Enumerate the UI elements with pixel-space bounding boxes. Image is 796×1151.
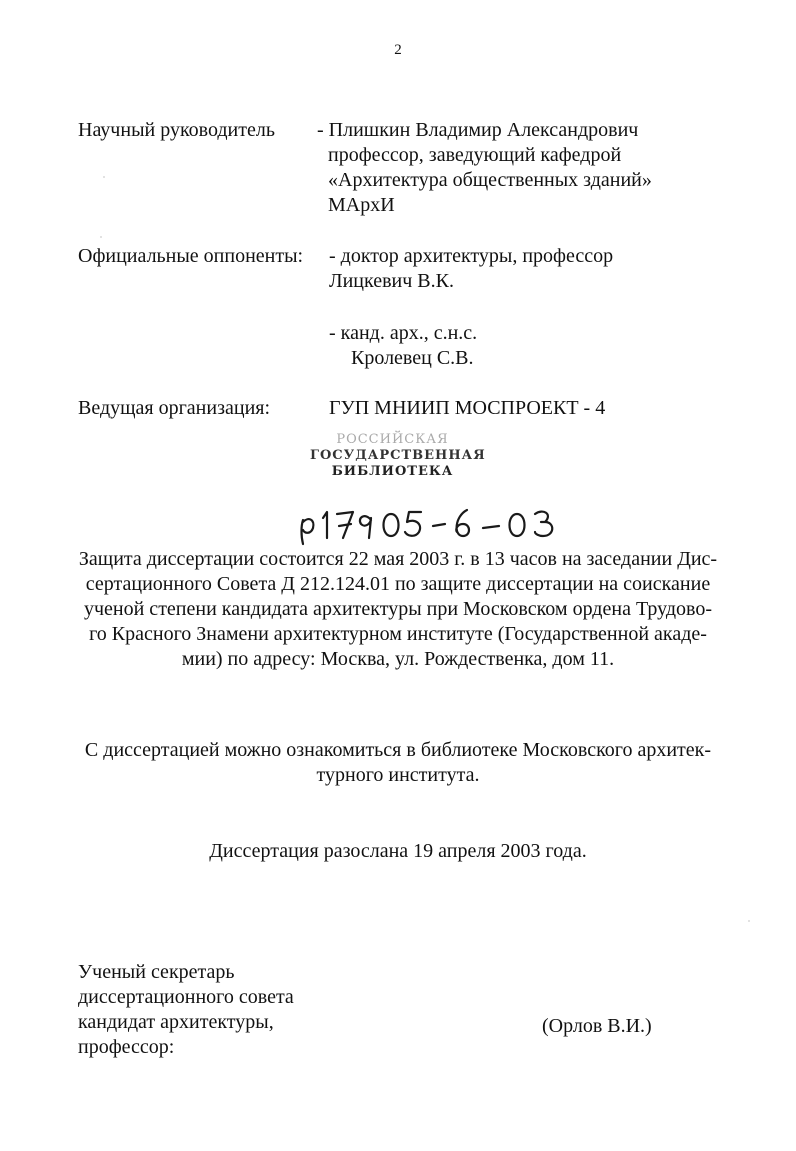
handwritten-code bbox=[295, 498, 565, 546]
defense-paragraph bbox=[78, 547, 718, 672]
supervisor-department: «Архитектура общественных зданий» bbox=[328, 169, 652, 191]
opponents-label: Официальные оппоненты: bbox=[78, 245, 304, 267]
supervisor-label: Научный руководитель bbox=[78, 119, 275, 141]
opponent-first bbox=[329, 244, 613, 294]
scan-speck bbox=[100, 236, 102, 238]
secretary-line-3: кандидат архитектуры, bbox=[78, 1011, 274, 1033]
opponent-second bbox=[329, 321, 477, 371]
secretary-signature: (Орлов В.И.) bbox=[542, 1015, 652, 1037]
stamp-line-3: БИБЛИОТЕКА bbox=[331, 464, 454, 479]
supervisor-dash: - bbox=[317, 119, 324, 141]
opponent-second-title: - канд. арх., с.н.с. bbox=[329, 322, 478, 344]
scan-speck bbox=[748, 920, 750, 922]
supervisor-block bbox=[317, 118, 652, 218]
supervisor-name: Плишкин Владимир Александрович bbox=[328, 119, 639, 141]
supervisor-name-line bbox=[317, 118, 652, 143]
secretary-line-4: профессор: bbox=[78, 1036, 175, 1058]
secretary-block bbox=[78, 960, 294, 1060]
defense-line-1: Защита диссертации состоится 22 мая 2003 г. в 13 часов на заседании Дис- bbox=[78, 548, 718, 570]
organization-value: ГУП МНИИП МОСПРОЕКТ - 4 bbox=[329, 397, 606, 419]
scan-speck bbox=[103, 176, 105, 178]
supervisor-title: профессор, заведующий кафедрой bbox=[328, 144, 622, 166]
library-line-1: С диссертацией можно ознакомиться в библиотеке Московского архитек- bbox=[84, 739, 712, 761]
opponent-second-name: Кролевец С.В. bbox=[351, 347, 474, 369]
organization-label: Ведущая организация: bbox=[78, 397, 271, 419]
defense-line-3: ученой степени кандидата архитектуры при Московском ордена Трудово- bbox=[83, 598, 713, 620]
opponent-first-title: - доктор архитектуры, профессор bbox=[329, 245, 614, 267]
defense-line-5: мии) по адресу: Москва, ул. Рождественка, дом 11. bbox=[181, 648, 615, 670]
library-paragraph bbox=[78, 738, 718, 788]
secretary-line-2: диссертационного совета bbox=[78, 986, 294, 1008]
page-number: 2 bbox=[394, 42, 402, 58]
supervisor-institute: МАрхИ bbox=[328, 194, 395, 216]
dissertation-sent-date: Диссертация разослана 19 апреля 2003 года. bbox=[209, 840, 587, 862]
stamp-line-1: РОССИЙСКАЯ bbox=[336, 432, 449, 447]
opponent-first-name: Лицкевич В.К. bbox=[329, 270, 454, 292]
handwritten-code-drawing bbox=[295, 498, 565, 546]
defense-line-2: сертационного Совета Д 212.124.01 по защите диссертации на соискание bbox=[85, 573, 711, 595]
library-stamp bbox=[310, 432, 486, 480]
stamp-line-2: ГОСУДАРСТВЕННАЯ bbox=[310, 448, 486, 463]
secretary-line-1: Ученый секретарь bbox=[78, 961, 235, 983]
library-line-2: турного института. bbox=[316, 764, 480, 786]
defense-line-4: го Красного Знамени архитектурном институте (Государственной акаде- bbox=[89, 623, 707, 645]
